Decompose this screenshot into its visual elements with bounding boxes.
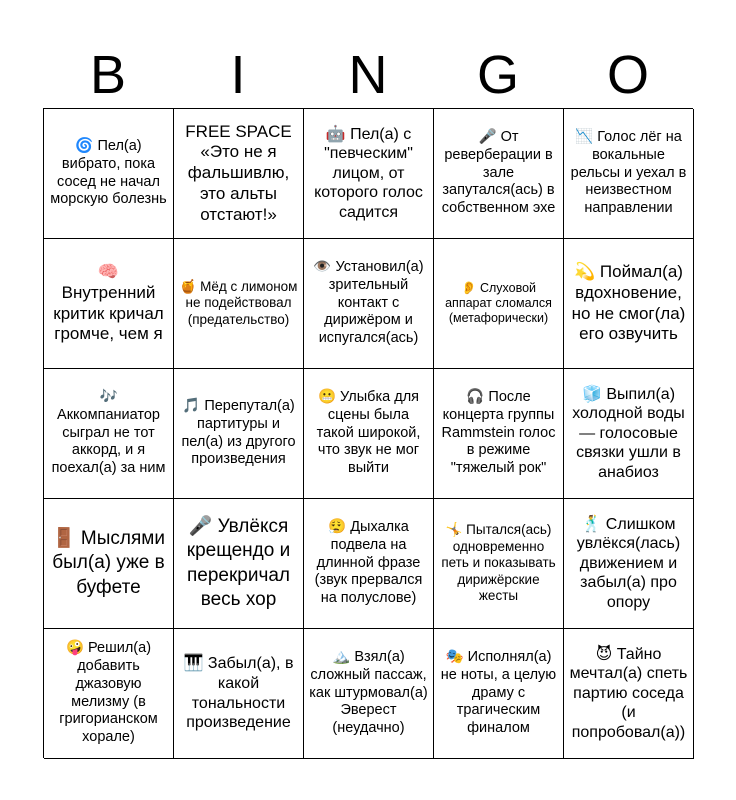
bingo-cell-n5[interactable] (304, 629, 434, 759)
header-letter-n: N (348, 45, 388, 105)
bingo-cell-b2[interactable] (44, 239, 174, 369)
bingo-cell-free-space[interactable] (174, 109, 304, 239)
bingo-cell-o2[interactable] (564, 239, 694, 369)
cell-text: 🏔️ Взял(а) сложный пассаж, как штурмовал(а) Эверест (неудачно) (309, 649, 428, 737)
cell-text: 🎤 От реверберации в зале запутался(ась) в собственном эхе (441, 129, 556, 217)
cell-text: 🎵 Перепутал(а) партитуры и пел(а) из другого произведения (181, 398, 296, 468)
bingo-cell-g5[interactable] (434, 629, 564, 759)
cell-text: 💫 Поймал(а) вдохновение, но не смог(ла) его озвучить (571, 262, 686, 344)
bingo-cell-g1[interactable] (434, 109, 564, 239)
cell-text: 🍯 Мёд с лимоном не подействовал (предательство) (179, 278, 298, 327)
bingo-cell-n3[interactable] (304, 369, 434, 499)
cell-text: 😬 Улыбка для сцены была такой широкой, что звук не мог выйти (316, 389, 421, 477)
cell-text: 🎤 Увлёкся крещендо и перекричал весь хор (186, 516, 291, 610)
cell-text: 😮‍💨 Дыхалка подвела на длинной фразе (звук прервался на полуслове) (314, 519, 423, 607)
bingo-cell-n4[interactable] (304, 499, 434, 629)
cell-text: 😈 Тайно мечтал(а) спеть партию соседа (и попробовал(а)) (569, 645, 688, 741)
cell-text: 📉 Голос лёг на вокальные рельсы и уехал в неизвестном направлении (570, 129, 687, 217)
cell-text: 🎭 Исполнял(а) не ноты, а целую драму с трагическим финалом (440, 649, 557, 737)
cell-text: 🧊 Выпил(а) холодной воды — голосовые связки ушли в анабиоз (572, 385, 685, 481)
bingo-cell-i2[interactable] (174, 239, 304, 369)
cell-text: 🎹 Забыл(а), в какой тональности произведение (183, 655, 294, 732)
cell-text: 👁️ Установил(а) зрительный контакт с дирижёром и испугался(ась) (313, 259, 424, 347)
cell-text: 🎶 Аккомпаниатор сыграл не тот аккорд, и я поехал(а) за ним (51, 389, 166, 477)
bingo-cell-n1[interactable] (304, 109, 434, 239)
cell-text: 🤪 Решил(а) добавить джазовую мелизму (в григорианском хорале) (59, 640, 158, 745)
bingo-cell-b1[interactable] (44, 109, 174, 239)
bingo-cell-b5[interactable] (44, 629, 174, 759)
bingo-grid (43, 108, 693, 758)
cell-text: 🤸 Пытался(ась) одновременно петь и показывать дирижёрские жесты (441, 522, 556, 604)
bingo-cell-o5[interactable] (564, 629, 694, 759)
bingo-cell-g3[interactable] (434, 369, 564, 499)
cell-text: 🕺 Слишком увлёкся(лась) движением и забыл(а) про опору (576, 515, 681, 611)
header-letter-g: G (476, 45, 519, 105)
bingo-cell-g2[interactable] (434, 239, 564, 369)
cell-text: 🤖 Пел(а) с "певческим" лицом, от которого голос садится (314, 125, 423, 221)
bingo-cell-o4[interactable] (564, 499, 694, 629)
bingo-cell-o1[interactable] (564, 109, 694, 239)
bingo-cell-b3[interactable] (44, 369, 174, 499)
header-letter-o: O (606, 45, 649, 105)
bingo-cell-b4[interactable] (44, 499, 174, 629)
bingo-cell-g4[interactable] (434, 499, 564, 629)
bingo-header (43, 40, 693, 110)
cell-text: 🚪 Мыслями был(а) уже в буфете (52, 528, 165, 598)
bingo-cell-i5[interactable] (174, 629, 304, 759)
cell-text: 👂 Слуховой аппарат сломался (метафорически) (445, 280, 552, 326)
cell-text: FREE SPACE «Это не я фальшивлю, это альты отстают!» (185, 121, 292, 224)
header-letter-b: B (89, 45, 127, 105)
cell-text: 🎧 После концерта группы Rammstein голос в режиме "тяжелый рок" (441, 389, 556, 477)
bingo-cell-i3[interactable] (174, 369, 304, 499)
bingo-cell-o3[interactable] (564, 369, 694, 499)
cell-text: 🌀 Пел(а) вибрато, пока сосед не начал морскую болезнь (50, 138, 167, 208)
bingo-cell-n2[interactable] (304, 239, 434, 369)
cell-text: 🧠 Внутренний критик кричал громче, чем я (53, 262, 164, 344)
bingo-cell-i4[interactable] (174, 499, 304, 629)
header-letter-i: I (230, 45, 246, 105)
